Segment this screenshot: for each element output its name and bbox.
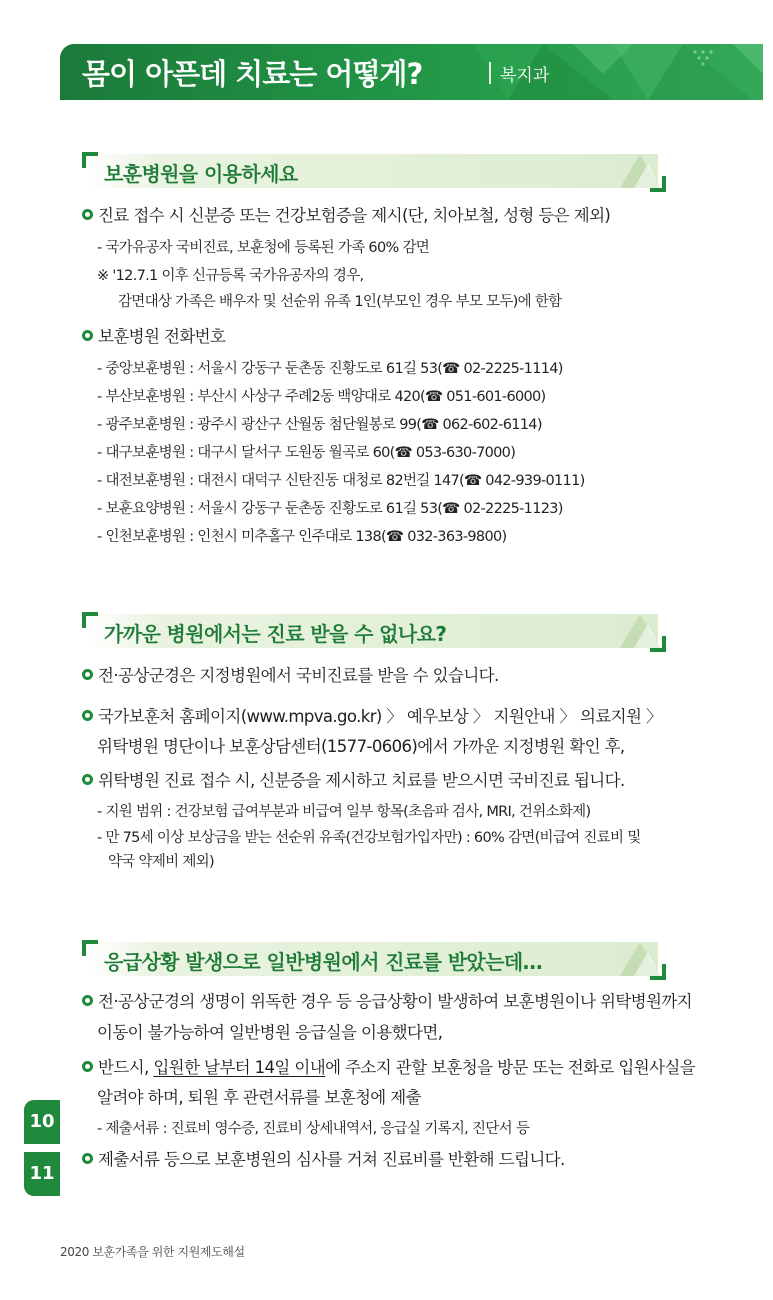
hospital-phone-item: - 광주보훈병원 : 광주시 광산구 산월동 첨단월봉로 99(☎ 062-602-6114) — [97, 417, 542, 433]
list-item: 전·공상군경은 지정병원에서 국비진료를 받을 수 있습니다. — [82, 660, 499, 692]
page-title: 몸이 아픈데 치료는 어떻게? — [82, 57, 423, 91]
corner-bracket-icon — [82, 612, 98, 628]
note-text: ※ '12.7.1 이후 신규등록 국가유공자의 경우, — [97, 268, 364, 284]
bullet-circle-icon — [82, 1153, 93, 1164]
deadline-underlined-text: 입원한 날부터 14일 이내 — [153, 1058, 326, 1077]
header-edge — [763, 44, 773, 100]
section-heading-hospital — [82, 152, 666, 192]
list-item: 전·공상군경의 생명이 위독한 경우 등 응급상황이 발생하여 보훈병원이나 위탁병원까지 — [82, 986, 692, 1018]
footer-text: 2020 보훈가족을 위한 지원제도해설 — [60, 1245, 245, 1259]
list-subitem-continuation: 약국 약제비 제외) — [108, 854, 214, 870]
list-item: 진료 접수 시 신분증 또는 건강보험증을 제시(단, 치아보철, 성형 등은 제외) — [82, 200, 610, 232]
section-title: 응급상황 발생으로 일반병원에서 진료를 받았는데… — [104, 950, 542, 974]
list-item: 반드시, 입원한 날부터 14일 이내에 주소지 관할 보훈청을 방문 또는 전화로 입원사실을 — [82, 1052, 695, 1084]
triangle-pattern-icon — [620, 614, 660, 648]
page-number-tab: 10 — [24, 1100, 60, 1144]
list-subitem: - 지원 범위 : 건강보험 급여부분과 비급여 일부 항목(초음파 검사, MRI, 건위소화제) — [97, 804, 591, 820]
corner-bracket-icon — [82, 940, 98, 956]
hospital-phone-item: - 중앙보훈병원 : 서울시 강동구 둔촌동 진황도로 61길 53(☎ 02-2225-1114) — [97, 361, 563, 377]
list-subitem: - 제출서류 : 진료비 영수증, 진료비 상세내역서, 응급실 기록지, 진단서 등 — [97, 1121, 530, 1137]
title-divider — [489, 62, 491, 84]
bullet-circle-icon — [82, 774, 93, 785]
section-heading-emergency — [82, 940, 666, 980]
bullet-circle-icon — [82, 669, 93, 680]
section-title: 보훈병원을 이용하세요 — [104, 162, 298, 186]
bullet-circle-icon — [82, 995, 93, 1006]
list-item: 제출서류 등으로 보훈병원의 심사를 거쳐 진료비를 반환해 드립니다. — [82, 1144, 565, 1176]
bullet-circle-icon — [82, 209, 93, 220]
list-item: 국가보훈처 홈페이지(www.mpva.go.kr) 〉 예우보상 〉 지원안내 〉 의료지원 〉 — [82, 701, 662, 733]
bullet-circle-icon — [82, 330, 93, 341]
section-title: 가까운 병원에서는 진료 받을 수 없나요? — [104, 622, 447, 646]
list-item: 보훈병원 전화번호 — [82, 321, 225, 353]
triangle-pattern-icon — [620, 154, 660, 188]
corner-bracket-icon — [82, 152, 98, 168]
list-item-continuation: 알려야 하며, 퇴원 후 관련서류를 보훈청에 제출 — [97, 1088, 421, 1107]
bullet-circle-icon — [82, 710, 93, 721]
note-text: 감면대상 가족은 배우자 및 선순위 유족 1인(부모인 경우 부모 모두)에 한함 — [118, 294, 562, 310]
hospital-phone-item: - 대전보훈병원 : 대전시 대덕구 신탄진동 대청로 82번길 147(☎ 042-939-0111) — [97, 473, 585, 489]
page-header — [60, 44, 773, 100]
hospital-phone-item: - 대구보훈병원 : 대구시 달서구 도원동 월곡로 60(☎ 053-630-7000) — [97, 445, 516, 461]
list-item-continuation: 위탁병원 명단이나 보훈상담센터(1577-0606)에서 가까운 지정병원 확인 후, — [97, 737, 625, 756]
department-label: 복지과 — [500, 66, 550, 86]
header-pattern-decoration — [433, 44, 773, 100]
triangle-pattern-icon — [620, 942, 660, 976]
hospital-phone-item: - 부산보훈병원 : 부산시 사상구 주례2동 백양대로 420(☎ 051-601-6000) — [97, 389, 546, 405]
list-item-continuation: 이동이 불가능하여 일반병원 응급실을 이용했다면, — [97, 1023, 443, 1042]
list-subitem: - 만 75세 이상 보상금을 받는 선순위 유족(건강보험가입자만) : 60% 감면(비급여 진료비 및 — [97, 830, 641, 846]
section-heading-nearby — [82, 612, 666, 652]
hospital-phone-item: - 보훈요양병원 : 서울시 강동구 둔촌동 진황도로 61길 53(☎ 02-2225-1123) — [97, 501, 563, 517]
hospital-phone-item: - 인천보훈병원 : 인천시 미추홀구 인주대로 138(☎ 032-363-9800) — [97, 529, 507, 545]
list-subitem: - 국가유공자 국비진료, 보훈청에 등록된 가족 60% 감면 — [97, 240, 430, 256]
bullet-circle-icon — [82, 1061, 93, 1072]
page-number-tab: 11 — [24, 1152, 60, 1196]
list-item: 위탁병원 진료 접수 시, 신분증을 제시하고 치료를 받으시면 국비진료 됩니다. — [82, 765, 625, 797]
